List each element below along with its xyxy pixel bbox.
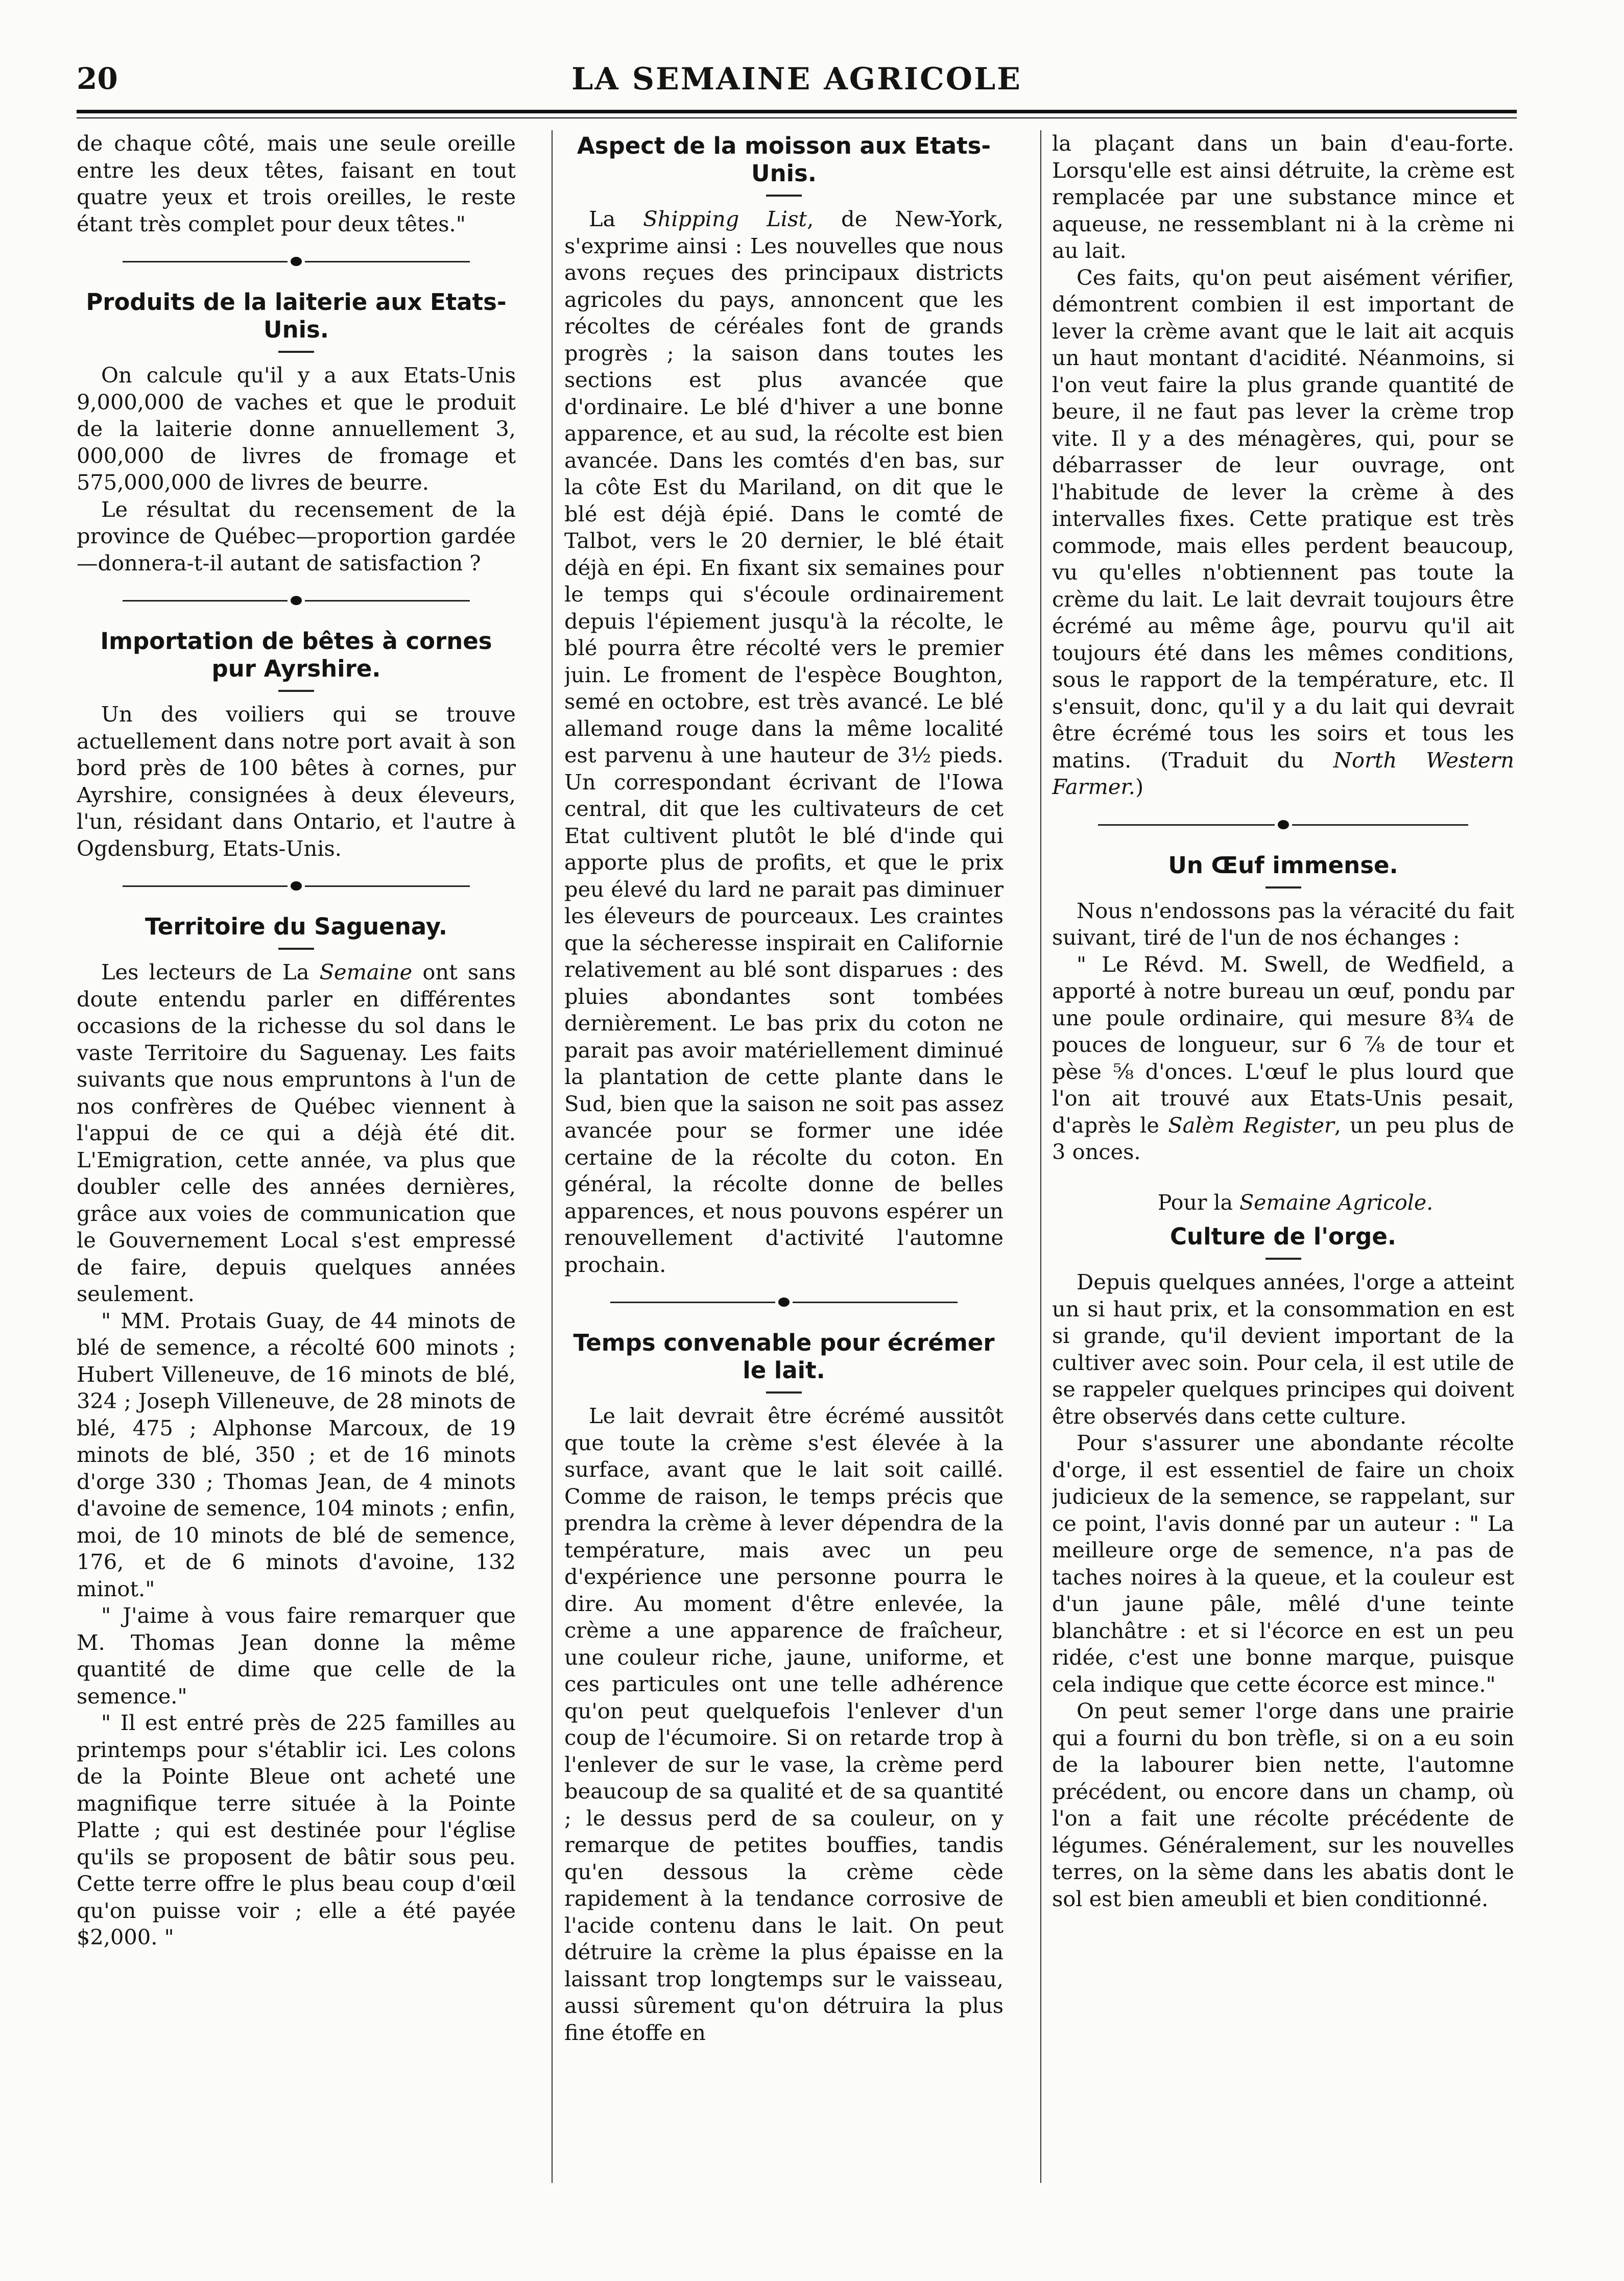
text-run: Les lecteurs de La bbox=[101, 959, 320, 985]
article-title: Culture de l'orge. bbox=[1170, 1223, 1396, 1250]
italic-text: North Western Farmer. bbox=[1052, 747, 1514, 799]
continued-paragraph: la plaçant dans un bain d'eau-forte. Lorsqu'elle est ainsi détruite, la crème est remplacée par une substance mince et aqueuse, ne ressemblant ni à la crème ni au lait. bbox=[1052, 131, 1514, 263]
header-rule-thick bbox=[77, 110, 1517, 113]
article-separator bbox=[77, 873, 516, 899]
text-run: , de New-York, s'exprime ainsi : Les nouvelles que nous avons reçues des principaux districts agricoles du pays, annoncent que les récoltes de céréales font de grands progrès ; la saison dans toutes les sections est plus avancée que d'ordinaire. Le blé d'hiver a une bonne apparence, et au sud, la récolte est bien avancée. Dans les comtés d'en bas, sur la côte Est du Mariland, on dit que le blé est déjà épié. Dans le comté de Talbot, vers le 20 dernier, le blé était déjà en épi. En fixant six semaines pour le temps qui s'écoule ordinairement depuis l'épiement jusqu'à la récolte, le blé pourra être récolté vers le premier juin. Le froment de l'espèce Boughton, semé en octobre, est très avancé. Le blé allemand rouge dans la même localité est parvenu à une hauteur de 3½ pieds. Un correspondant écrivant de l'Iowa central, dit que les cultivateurs de cet Etat cultivent plutôt le blé d'inde qui apporte plus de profits, et que le prix peu élevé du lard ne parait pas diminuer les éleveurs de pourceaux. Les craintes que la sécheresse inspirait en Californie relativement au blé sont disparues : des pluies abondantes sont tombées dernièrement. Le bas prix du coton ne parait pas avoir matériellement diminué la plantation de cette plante dans le Sud, bien que la saison ne soit pas assez avancée pour se former une idée certaine de la récolte du coton. En général, la récolte donne de belles apparences, et nous pouvons espérer un renouvellement d'activité l'automne prochain. bbox=[564, 206, 1004, 1277]
article-separator bbox=[1052, 812, 1514, 837]
paragraph: " J'aime à vous faire remarquer que M. Thomas Jean donne la même quantité de dime que celle de la semence." bbox=[77, 1603, 516, 1709]
article-separator bbox=[77, 588, 516, 613]
title-dash bbox=[1265, 1258, 1301, 1260]
title-dash bbox=[766, 195, 802, 197]
paragraph: Pour s'assurer une abondante récolte d'orge, il est essentiel de faire un choix judicieux de la semence, se rappelant, sur ce point, l'avis donné par un auteur : " La meilleure orge de semence, n'a pas de taches noires à la queue, et la couleur est d'un jaune pâle, mêlé d'une teinte blanchâtre : et si l'écorce en est un peu ridée, c'est une bonne marque, puisque cela indique que cette écorce est mince." bbox=[1052, 1430, 1514, 1697]
article-title: Importation de bêtes à cornes pur Ayrshire. bbox=[100, 628, 492, 682]
column-separator bbox=[552, 130, 553, 2183]
paragraph bbox=[1052, 951, 1514, 1166]
paragraph bbox=[77, 959, 516, 1308]
text-run: Ces faits, qu'on peut aisément vérifier, démontrent combien il est important de lever la crème avant que le lait ait acquis un haut montant d'acidité. Néanmoins, si l'on veut faire la plus grande quantité de beure, il ne faut pas lever la crème trop vite. Il y a des ménagères, qui, pour se débarrasser de leur ouvrage, ont l'habitude de lever la crème à des intervalles fixes. Cette pratique est très commode, mais elles perdent beaucoup, vu qu'elles n'obtiennent pas toute la crème du lait. Le lait devrait toujours être écrémé au même âge, pourvu qu'il ait toujours été dans les mêmes conditions, sous le rapport de la température, etc. Il s'ensuit, donc, qu'il y a du lait qui devrait être écrémé tous les soirs et tous les matins. (Traduit du bbox=[1052, 265, 1514, 773]
title-dash bbox=[766, 1391, 802, 1394]
title-dash bbox=[278, 351, 314, 353]
title-dash bbox=[278, 948, 314, 950]
column-separator bbox=[1040, 130, 1041, 2183]
article-separator bbox=[564, 1289, 1004, 1315]
column-2 bbox=[564, 130, 1004, 2183]
paragraph: " MM. Protais Guay, de 44 minots de blé de semence, a récolté 600 minots ; Hubert Villeneuve, de 16 minots de blé, 324 ; Joseph Villeneuve, de 28 minots de blé, 475 ; Alphonse Marcoux, de 19 minots de blé, 350 ; et de 16 minots d'orge 330 ; Thomas Jean, de 4 minots d'avoine de semence, 104 minots ; enfin, moi, de 10 minots de blé de semence, 176, et de 6 minots d'avoine, 132 minot." bbox=[77, 1308, 516, 1601]
journal-title: LA SEMAINE AGRICOLE bbox=[571, 61, 1022, 97]
paragraph: Nous n'endossons pas la véracité du fait suivant, tiré de l'un de nos échanges : bbox=[1052, 898, 1514, 950]
page-number: 20 bbox=[77, 61, 118, 96]
paragraph bbox=[1052, 265, 1514, 801]
article-title: Temps convenable pour écrémer le lait. bbox=[573, 1329, 995, 1384]
paragraph: Le lait devrait être écrémé aussitôt que toute la crème s'est élevée à la surface, avant que le lait soit caillé. Comme de raison, le temps précis que prendra la crème à lever dépendra de la température, mais avec un peu d'expérience une personne pourra le dire. Au moment d'être enlevée, la crème a une apparence de fraîcheur, une couleur riche, jaune, uniforme, et ces particules ont une telle adhérence qu'on peut quelquefois l'enlever d'un coup de l'écumoire. Si on retarde trop à l'enlever de sur le vase, la crème perd beaucoup de sa qualité et de sa quantité ; le dessus perd de sa couleur, on y remarque de petites bouffies, tandis qu'en dessous la crème cède rapidement à la tendance corrosive de l'acide contenu dans le lait. On peut détruire la crème la plus épaisse en la laissant trop longtemps sur le vaisseau, aussi sûrement qu'on détruira la plus fine étoffe en bbox=[564, 1403, 1004, 2045]
text-run: Pour la bbox=[1157, 1190, 1240, 1215]
paragraph: Un des voiliers qui se trouve actuellement dans notre port avait à son bord près de 100 bêtes à cornes, pur Ayrshire, consignées à deux éleveurs, l'un, résidant dans Ontario, et l'autre à Ogdensburg, Etats-Unis. bbox=[77, 702, 516, 861]
header-rule-thin bbox=[77, 117, 1517, 118]
article-title: Territoire du Saguenay. bbox=[145, 913, 448, 940]
page-header bbox=[77, 51, 1517, 107]
italic-text: Shipping List bbox=[643, 206, 807, 231]
text-run: " Le Révd. M. Swell, de Wedfield, a apporté à notre bureau un œuf, pondu par une poule ordinaire, qui mesure 8¾ de pouces de longueur, sur 6 ⅞ de tour et pèse ⅝ d'onces. L'œuf le plus lourd que l'on ait trouvé aux Etats-Unis pesait, d'après le bbox=[1052, 951, 1514, 1138]
italic-text: Semaine bbox=[319, 959, 413, 985]
paragraph bbox=[564, 206, 1004, 1278]
column-3 bbox=[1052, 130, 1514, 2183]
paragraph: On calcule qu'il y a aux Etats-Unis 9,000,000 de vaches et que le produit de la laiterie donne annuellement 3, 000,000 de livres de fromage et 575,000,000 de livres de beurre. bbox=[77, 363, 516, 495]
text-run: ont sans doute entendu parler en différentes occasions de la richesse du sol dans le vaste Territoire du Saguenay. Les faits suivants que nous empruntons à l'un de nos confrères de Québec viennent à l'appui de ce qui a déjà été dit. L'Emigration, cette année, va plus que doubler celle des années dernières, grâce aux voies de communication que le Gouvernement Local s'est empressé de faire, depuis quelques années seulement. bbox=[77, 959, 516, 1306]
title-dash bbox=[278, 690, 314, 692]
paragraph: Depuis quelques années, l'orge a atteint un si haut prix, et la consommation en est si grande, qu'il devient important de la cultiver avec soin. Pour cela, il est utile de se rappeler quelques principes qui doivent être observés dans cette culture. bbox=[1052, 1269, 1514, 1429]
paragraph: Le résultat du recensement de la province de Québec—proportion gardée—donnera-t-il autant de satisfaction ? bbox=[77, 496, 516, 575]
text-run: ) bbox=[1135, 774, 1144, 799]
column-1 bbox=[77, 130, 516, 2183]
byline bbox=[1052, 1189, 1514, 1216]
article-title: Un Œuf immense. bbox=[1168, 851, 1398, 879]
article-title: Produits de la laiterie aux Etats-Unis. bbox=[86, 289, 507, 343]
title-dash bbox=[1265, 886, 1301, 889]
article-title: Aspect de la moisson aux Etats-Unis. bbox=[577, 132, 991, 187]
text-run: , un peu plus de 3 onces. bbox=[1052, 1112, 1514, 1164]
text-run: La bbox=[589, 206, 643, 231]
paragraph: On peut semer l'orge dans une prairie qui a fourni du bon trèfle, si on a eu soin de la labourer bien nette, l'automne précédent, ou encore dans un champ, où l'on a fait une récolte précédente de légumes. Généralement, sur les nouvelles terres, on la sème dans les abatis dont le sol est bien ameubli et bien conditionné. bbox=[1052, 1698, 1514, 1911]
article-separator bbox=[77, 249, 516, 274]
continued-paragraph: de chaque côté, mais une seule oreille entre les deux têtes, faisant en tout quatre yeux et trois oreilles, le reste étant très complet pour deux têtes." bbox=[77, 131, 516, 236]
italic-text: Salèm Register bbox=[1168, 1112, 1334, 1138]
italic-text: Semaine Agricole. bbox=[1239, 1190, 1434, 1215]
paragraph: " Il est entré près de 225 familles au printemps pour s'établir ici. Les colons de la Pointe Bleue ont acheté une magnifique terre située à la Pointe Platte ; qui est destinée pour l'église qu'ils se proposent de bâtir sous peu. Cette terre offre le plus beau coup d'œil qu'on puisse voir ; elle a été payée $2,000. " bbox=[77, 1710, 516, 1950]
